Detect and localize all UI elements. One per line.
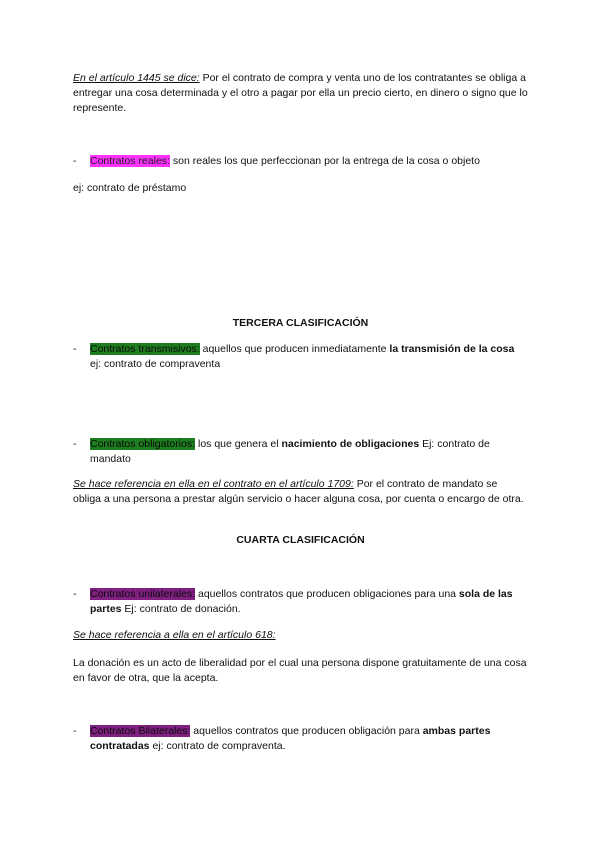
- bullet-contratos-obligatorios: [73, 437, 528, 467]
- bold-term: sola de las partes: [90, 588, 513, 615]
- highlighted-term: Contratos obligatorios:: [90, 438, 196, 450]
- bullet-contratos-reales: [73, 154, 528, 169]
- paragraph-text: Por el contrato de mandato se obliga a una persona a prestar algún servicio o hacer alguna cosa, por cuenta o encargo de otra.: [73, 478, 524, 505]
- bullet-dash: -: [73, 588, 77, 600]
- bullet-dash: -: [73, 725, 77, 737]
- highlighted-term: Contratos transmisivos:: [90, 343, 200, 355]
- bullet-text: aquellos contratos que producen obligación para: [190, 725, 423, 737]
- paragraph-donacion: La donación es un acto de liberalidad por el cual una persona dispone gratuitamente de una cosa en favor de otra, que la acepta.: [73, 657, 527, 684]
- bullet-text: son reales los que perfeccionan por la entrega de la cosa o objeto: [169, 155, 480, 167]
- bold-term: la transmisión de la cosa: [389, 343, 515, 355]
- paragraph-article-1709: [73, 477, 528, 507]
- article-reference: En el artículo 1445 se dice:: [73, 72, 200, 84]
- paragraph-article-618-reference: [73, 628, 528, 643]
- bullet-contratos-unilaterales: [73, 587, 528, 617]
- bullet-text: los que genera el: [195, 438, 282, 450]
- bullet-text-example: ej: contrato de compraventa: [90, 358, 221, 370]
- highlighted-term: Contratos unilaterales:: [90, 588, 196, 600]
- bullet-dash: -: [73, 155, 77, 167]
- article-reference: Se hace referencia a ella en el artículo 618:: [73, 629, 276, 641]
- section-heading-tercera: TERCERA CLASIFICACIÓN: [232, 317, 369, 329]
- bullet-dash: -: [73, 343, 77, 355]
- bullet-text: aquellos que producen inmediatamente: [199, 343, 390, 355]
- bullet-contratos-bilaterales: [73, 724, 528, 754]
- bullet-text-example: Ej: contrato de mandato: [90, 438, 490, 465]
- paragraph-article-1445: [73, 71, 528, 116]
- article-reference: Se hace referencia en ella en el contrato en el artículo 1709:: [73, 478, 354, 490]
- bold-term: ambas partes contratadas: [90, 725, 491, 752]
- bullet-dash: -: [73, 438, 77, 450]
- bullet-contratos-transmisivos: [73, 342, 528, 372]
- bullet-text-example: ej: contrato de compraventa.: [149, 740, 286, 752]
- bullet-text: aquellos contratos que producen obligaciones para una: [195, 588, 459, 600]
- highlighted-term: Contratos Bilaterales:: [90, 725, 191, 737]
- bullet-text-example: Ej: contrato de donación.: [121, 603, 241, 615]
- section-heading-cuarta: CUARTA CLASIFICACIÓN: [236, 534, 365, 546]
- paragraph-text: Por el contrato de compra y venta uno de los contratantes se obliga a entregar una cosa determinada y el otro a pagar por ella un precio cierto, en dinero o signo que lo represente.: [73, 72, 528, 114]
- bold-term: nacimiento de obligaciones: [281, 438, 420, 450]
- example-line: ej: contrato de préstamo: [73, 182, 187, 194]
- highlighted-term: Contratos reales:: [90, 155, 170, 167]
